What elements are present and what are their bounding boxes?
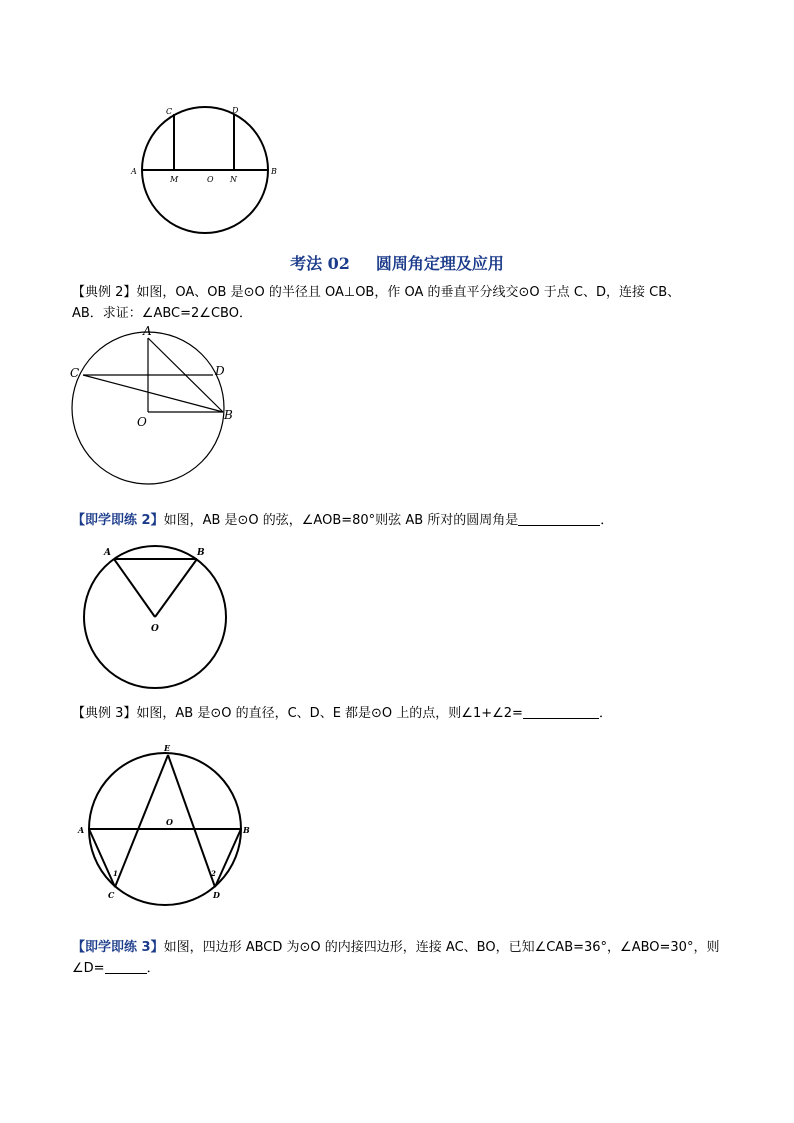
figure-4-label-angle-2: 2 [211, 869, 216, 878]
figure-4-segment-ac [89, 829, 115, 887]
figure-4-label-b: B [243, 825, 250, 835]
practice-3-tag: 【即学即练 3】 [72, 940, 164, 955]
figure-3-label-b: B [197, 548, 205, 558]
figure-3-radius-oa [114, 559, 155, 617]
figure-1-label-a: A [131, 167, 137, 176]
figure-4-segment-bd [215, 829, 241, 887]
figure-1-circle-diagram [120, 100, 290, 240]
figure-4-segment-ec [115, 755, 168, 887]
section-code: 考法 02 [290, 254, 350, 273]
figure-1-label-m: M [170, 175, 179, 184]
figure-1-label-b: B [271, 167, 277, 176]
figure-1-label-o: O [207, 175, 214, 184]
figure-4-segment-ed [168, 755, 215, 887]
figure-2-label-b: B [224, 408, 233, 422]
figure-3-radius-ob [155, 559, 197, 617]
example-2-tag: 【典例 2】 [72, 285, 137, 300]
figure-4-label-o: O [166, 817, 173, 827]
example-2-line-1: 如图，OA、OB 是⊙O 的半径且 OA⊥OB，作 OA 的垂直平分线交⊙O 于点 C、D，连接 CB、 [136, 285, 681, 300]
example-3-question: 如图，AB 是⊙O 的直径，C、D、E 都是⊙O 上的点，则∠1+∠2= [136, 706, 523, 721]
figure-3-label-o: O [151, 624, 159, 634]
section-title: 圆周角定理及应用 [375, 254, 504, 273]
example-3-end: ． [598, 706, 612, 721]
practice-3-text [72, 937, 722, 979]
figure-1-label-d: D [232, 106, 239, 115]
section-heading [0, 251, 794, 274]
figure-4-label-c: C [108, 890, 115, 900]
figure-1-label-c: C [166, 107, 173, 116]
practice-2-end: ． [600, 513, 614, 528]
figure-2-label-c: C [70, 366, 80, 380]
figure-2-label-d: D [215, 364, 225, 378]
figure-4-label-d: D [213, 890, 220, 900]
practice-3-end: ． [146, 961, 160, 976]
example-2-text [72, 282, 722, 324]
practice-2-text [72, 510, 722, 531]
figure-2-label-a: A [143, 324, 152, 338]
example-2-line-2: AB．求证：∠ABC=2∠CBO． [72, 306, 252, 321]
practice-3-answer-blank[interactable] [105, 959, 147, 974]
figure-3-diagram [78, 540, 238, 695]
practice-2-tag: 【即学即练 2】 [72, 513, 164, 528]
figure-2-label-o: O [137, 415, 147, 429]
figure-4-label-e: E [164, 743, 171, 753]
figure-2-diagram [66, 322, 246, 492]
figure-4-label-a: A [78, 825, 85, 835]
practice-2-question: 如图，AB 是⊙O 的弦，∠AOB=80°则弦 AB 所对的圆周角是 [163, 513, 519, 528]
figure-2-segment-cb [83, 375, 223, 412]
figure-1-label-n: N [230, 175, 237, 184]
practice-3-line-2: ∠D= [72, 961, 105, 976]
example-3-tag: 【典例 3】 [72, 706, 137, 721]
figure-4-label-angle-1: 1 [113, 869, 118, 878]
practice-3-line-1: 如图，四边形 ABCD 为⊙O 的内接四边形，连接 AC、BO，已知∠CAB=36°，∠ABO=30°，则 [163, 940, 720, 955]
figure-4-diagram [70, 740, 260, 910]
practice-2-answer-blank[interactable] [518, 511, 600, 526]
example-3-text [72, 703, 722, 724]
figure-3-label-a: A [104, 548, 111, 558]
example-3-answer-blank[interactable] [523, 704, 599, 719]
